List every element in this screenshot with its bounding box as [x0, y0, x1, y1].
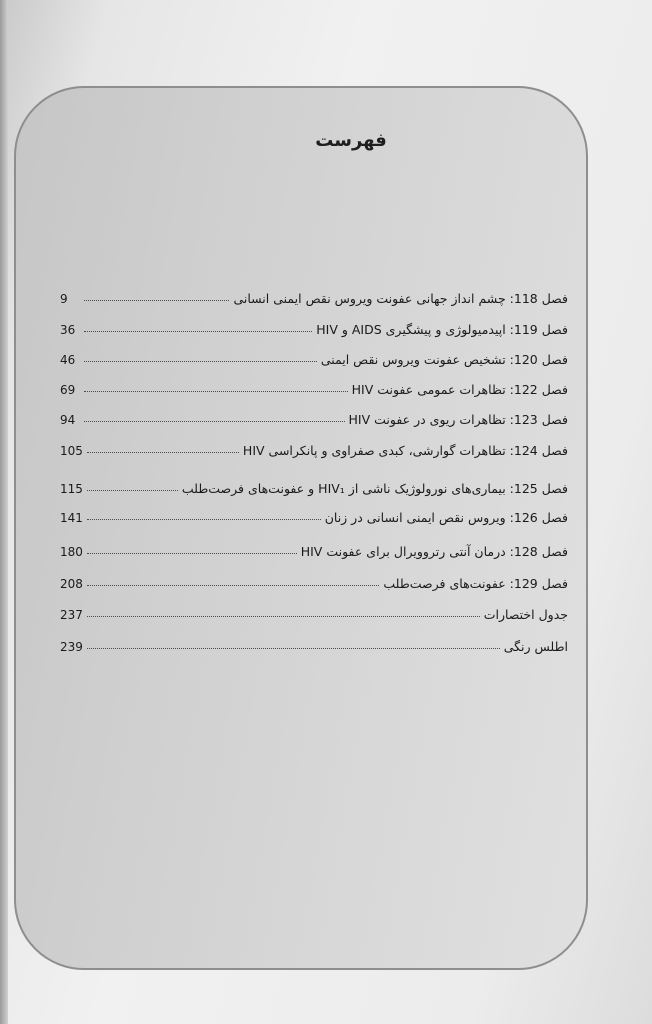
toc-entry-page: 141: [60, 511, 83, 525]
toc-entry-label: فصل 123: تظاهرات ریوی در عفونت HIV: [348, 412, 568, 427]
toc-entry-label: فصل 126: ویروس نقص ایمنی انسانی در زنان: [324, 510, 568, 525]
toc-entry-page: 208: [60, 577, 83, 591]
toc-entry-page: 115: [60, 482, 83, 496]
toc-entry-label: فصل 120: تشخیص عفونت ویروس نقص ایمنی: [320, 352, 568, 367]
toc-entry: [60, 598, 568, 622]
toc-entry-page: 94: [60, 413, 76, 427]
toc-entry: [60, 403, 568, 427]
toc-entry: [60, 343, 568, 367]
toc-entry-page: 237: [60, 608, 83, 622]
toc-entry-page: 46: [60, 353, 76, 367]
toc-entry-label: فصل 119: اپیدمیولوژی و پیشگیری AIDS و HIV: [316, 322, 568, 337]
toc-entry-label: فصل 122: تظاهرات عمومی عفونت HIV: [351, 382, 568, 397]
toc-entry-label: فصل 125: بیماری‌های نورولوژیک ناشی از HIV₁ و عفونت‌های فرصت‌طلب: [181, 481, 568, 496]
toc-entry-page: 239: [60, 640, 83, 654]
dot-leader: [84, 420, 345, 422]
toc-entry-page: 9: [60, 292, 68, 306]
toc-entry: [60, 313, 568, 337]
toc-entry: [60, 567, 568, 591]
toc-entry: [60, 373, 568, 397]
dot-leader: [84, 360, 317, 362]
dot-leader: [84, 390, 348, 392]
toc-entry-label: اطلس رنگی: [503, 639, 568, 654]
dot-leader: [87, 647, 500, 649]
dot-leader: [87, 489, 178, 491]
toc-entry-label: فصل 118: چشم انداز جهانی عفونت ویروس نقص ایمنی انسانی: [233, 291, 568, 306]
page-edge: [0, 0, 8, 1024]
toc-entry: [60, 472, 568, 496]
dot-leader: [87, 615, 480, 617]
toc-entry-label: فصل 128: درمان آنتی رتروویرال برای عفونت HIV: [300, 544, 568, 559]
dot-leader: [87, 518, 321, 520]
toc-entry: [60, 501, 568, 525]
toc-entry-page: 105: [60, 444, 83, 458]
toc-entry-label: جدول اختصارات: [483, 607, 568, 622]
toc-entry-page: 180: [60, 545, 83, 559]
toc-entry-page: 36: [60, 323, 76, 337]
dot-leader: [84, 299, 229, 301]
toc-entry-label: فصل 124: تظاهرات گوارشی، کبدی صفراوی و پانکراسی HIV: [242, 443, 568, 458]
toc-entry-label: فصل 129: عفونت‌های فرصت‌طلب: [383, 576, 568, 591]
dot-leader: [87, 451, 239, 453]
dot-leader: [87, 584, 380, 586]
dot-leader: [84, 330, 312, 332]
toc-title: فهرست: [315, 130, 387, 151]
toc-entry-page: 69: [60, 383, 76, 397]
toc-entry: [60, 282, 568, 306]
toc-entry: [60, 434, 568, 458]
table-of-contents-card: [14, 86, 588, 970]
dot-leader: [87, 552, 297, 554]
toc-entry: [60, 535, 568, 559]
toc-entry: [60, 630, 568, 654]
